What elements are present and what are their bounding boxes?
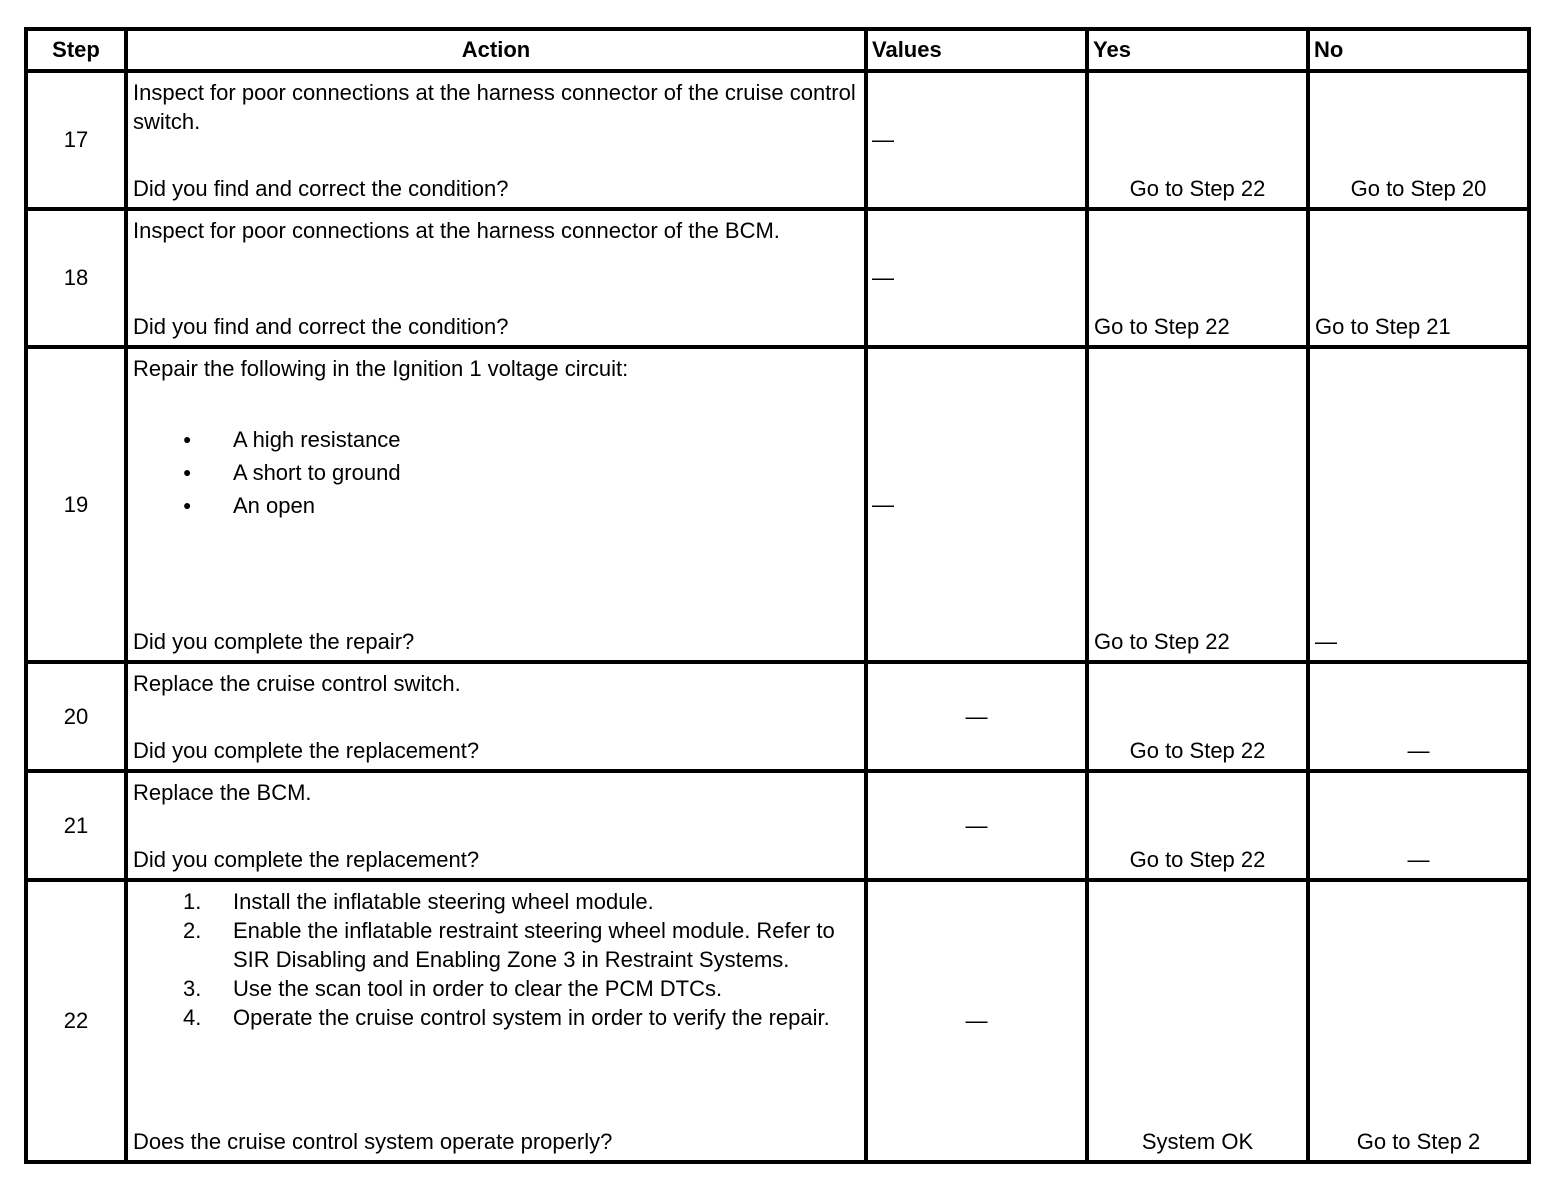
table-row <box>26 71 1529 209</box>
values-cell <box>866 771 1087 880</box>
step-cell <box>26 771 126 880</box>
no-text: — <box>1407 847 1430 872</box>
no-cell <box>1308 71 1529 209</box>
action-text: Replace the cruise control switch. <box>133 671 461 696</box>
yes-cell <box>1087 771 1308 880</box>
step-number: 22 <box>63 1008 89 1033</box>
list-text: Use the scan tool in order to clear the PCM DTCs. <box>233 976 723 1001</box>
values-text: — <box>965 812 988 838</box>
table-row <box>26 771 1529 880</box>
no-text: Go to Step 20 <box>1350 176 1487 201</box>
yes-text: Go to Step 22 <box>1094 314 1230 339</box>
step-cell <box>26 71 126 209</box>
action-question: Did you complete the repair? <box>133 629 415 654</box>
list-number: 1. <box>183 889 202 914</box>
yes-text: System OK <box>1141 1129 1254 1154</box>
action-question: Did you find and correct the condition? <box>133 314 509 339</box>
action-question: Did you find and correct the condition? <box>133 176 509 201</box>
values-cell <box>866 880 1087 1162</box>
list-item <box>133 887 858 916</box>
action-cell <box>126 880 866 1162</box>
yes-cell <box>1087 209 1308 347</box>
values-text: — <box>965 1008 988 1033</box>
values-text: — <box>872 127 894 152</box>
yes-text: Go to Step 22 <box>1129 176 1266 201</box>
values-text: — <box>872 491 894 517</box>
values-text: — <box>872 265 894 290</box>
action-cell <box>126 347 866 662</box>
list-text: Install the inflatable steering wheel module. <box>233 889 654 914</box>
yes-text: Go to Step 22 <box>1129 738 1266 763</box>
numbered-list <box>133 887 858 1032</box>
action-cell <box>126 771 866 880</box>
step-cell <box>26 662 126 771</box>
yes-text: Go to Step 22 <box>1094 629 1230 654</box>
diagnostic-table <box>24 27 1531 1164</box>
step-number: 19 <box>63 491 89 517</box>
action-block <box>133 354 858 522</box>
action-block <box>133 887 858 1032</box>
action-text: Inspect for poor connections at the harness connector of the BCM. <box>133 218 780 243</box>
no-cell <box>1308 880 1529 1162</box>
table-row <box>26 209 1529 347</box>
header-values: Values <box>866 29 1087 71</box>
list-item <box>133 916 858 974</box>
header-action: Action <box>126 29 866 71</box>
values-cell <box>866 662 1087 771</box>
list-number: 2. <box>183 918 202 943</box>
yes-text: Go to Step 22 <box>1129 847 1266 872</box>
table-row <box>26 347 1529 662</box>
table-row <box>26 662 1529 771</box>
list-item <box>133 1003 858 1032</box>
yes-cell <box>1087 347 1308 662</box>
action-cell <box>126 71 866 209</box>
action-question: Did you complete the replacement? <box>133 738 480 763</box>
step-number: 20 <box>63 703 89 729</box>
no-cell <box>1308 662 1529 771</box>
list-item <box>133 974 858 1003</box>
header-no: No <box>1308 29 1529 71</box>
step-number: 17 <box>63 127 89 152</box>
action-text: Replace the BCM. <box>133 780 312 805</box>
no-text: — <box>1407 738 1430 763</box>
step-cell <box>26 209 126 347</box>
step-cell <box>26 347 126 662</box>
no-text: Go to Step 2 <box>1356 1129 1481 1154</box>
list-text: Enable the inflatable restraint steering wheel module. Refer to SIR Disabling and Enabling Zone 3 in Restraint Systems. <box>233 918 835 972</box>
action-text: Repair the following in the Ignition 1 voltage circuit: <box>133 356 629 381</box>
list-item: ● A short to ground <box>133 456 858 489</box>
no-text: Go to Step 21 <box>1315 314 1451 339</box>
step-number: 21 <box>63 812 89 838</box>
action-cell <box>126 209 866 347</box>
yes-cell <box>1087 662 1308 771</box>
list-number: 4. <box>183 1005 202 1030</box>
header-step: Step <box>26 29 126 71</box>
no-cell <box>1308 347 1529 662</box>
list-item: ● A high resistance <box>133 423 858 456</box>
table-row <box>26 880 1529 1162</box>
no-text: — <box>1315 629 1337 654</box>
yes-cell <box>1087 71 1308 209</box>
bullet-list <box>133 423 858 522</box>
action-question: Did you complete the replacement? <box>133 847 480 872</box>
values-text: — <box>965 703 988 729</box>
values-cell <box>866 347 1087 662</box>
list-item: ● An open <box>133 489 858 522</box>
list-number: 3. <box>183 976 202 1001</box>
header-row <box>26 29 1529 71</box>
action-text: Inspect for poor connections at the harness connector of the cruise control switch. <box>133 80 856 134</box>
values-cell <box>866 71 1087 209</box>
action-cell <box>126 662 866 771</box>
no-cell <box>1308 771 1529 880</box>
yes-cell <box>1087 880 1308 1162</box>
header-yes: Yes <box>1087 29 1308 71</box>
list-text: Operate the cruise control system in order to verify the repair. <box>233 1005 830 1030</box>
action-question: Does the cruise control system operate properly? <box>133 1129 613 1154</box>
step-number: 18 <box>63 265 89 290</box>
values-cell <box>866 209 1087 347</box>
no-cell <box>1308 209 1529 347</box>
step-cell <box>26 880 126 1162</box>
